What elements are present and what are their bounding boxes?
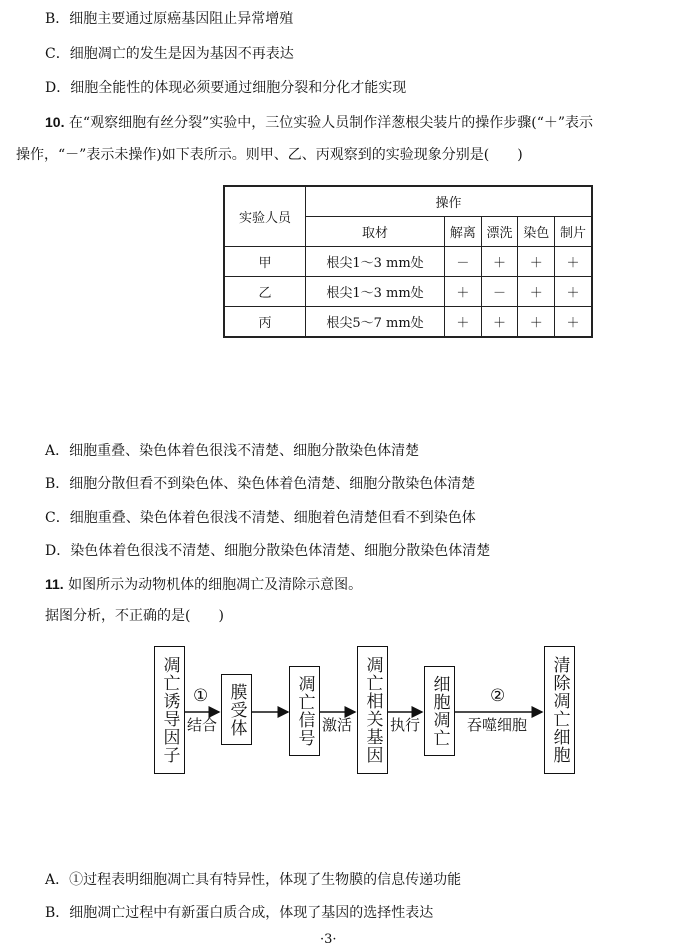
table-cell: ＋ (445, 277, 482, 307)
table-cell: ＋ (481, 247, 518, 277)
label-execute: 执行 (390, 716, 421, 734)
table-cell: ＋ (481, 307, 518, 338)
table-cell: － (445, 247, 482, 277)
table-cell-person: 乙 (224, 277, 306, 307)
q11-option-b: B．细胞凋亡过程中有新蛋白质合成，体现了基因的选择性表达 (45, 905, 434, 921)
label-phagocyte: 吞噬细胞 (467, 716, 528, 734)
option-c-prev: C．细胞凋亡的发生是因为基因不再表达 (45, 46, 294, 62)
table-cell: ＋ (518, 307, 555, 338)
box-apoptosis-genes: 凋亡相关基因 (357, 646, 388, 774)
table-cell: － (481, 277, 518, 307)
table-cell: ＋ (445, 307, 482, 338)
option-d-prev: D．细胞全能性的体现必须要通过细胞分裂和分化才能实现 (45, 80, 407, 96)
q10-stem-text: 在“观察细胞有丝分裂”实验中，三位实验人员制作洋葱根尖装片的操作步骤(“＋”表示 (68, 115, 594, 131)
q11-option-a: A．①过程表明细胞凋亡具有特异性，体现了生物膜的信息传递功能 (45, 872, 462, 888)
table-cell: ＋ (555, 277, 592, 307)
box-cell-apoptosis: 细胞凋亡 (424, 666, 455, 756)
marker-2: ② (490, 686, 506, 706)
table-header-ops: 操作 (306, 186, 593, 217)
box-apoptosis-signal: 凋亡信号 (289, 666, 320, 756)
table-col-header: 取材 (306, 217, 445, 247)
table-cell-person: 甲 (224, 247, 306, 277)
table-col-header: 制片 (555, 217, 592, 247)
table-col-header: 解离 (445, 217, 482, 247)
box-clear-apoptotic-cells: 清除凋亡细胞 (544, 646, 575, 774)
q10-option-b: B．细胞分散但看不到染色体、染色体着色清楚、细胞分散染色体清楚 (45, 476, 476, 492)
table-header-person: 实验人员 (224, 186, 306, 247)
table-cell: 根尖1～3 mm处 (306, 277, 445, 307)
q10-option-d: D．染色体着色很浅不清楚、细胞分散染色体清楚、细胞分散染色体清楚 (45, 543, 491, 559)
q10-number: 10. (45, 114, 65, 130)
label-bind: 结合 (187, 716, 218, 734)
box-membrane-receptor: 膜受体 (221, 674, 252, 745)
table-cell: ＋ (518, 277, 555, 307)
table-cell: 根尖1～3 mm处 (306, 247, 445, 277)
q11-stem-line2: 据图分析，不正确的是( ) (45, 608, 224, 624)
table-cell-person: 丙 (224, 307, 306, 338)
table-col-header: 漂洗 (481, 217, 518, 247)
q11-number: 11. (45, 576, 64, 592)
q10-option-a: A．细胞重叠、染色体着色很浅不清楚、细胞分散染色体清楚 (45, 443, 420, 459)
q11-stem-text: 如图所示为动物机体的细胞凋亡及清除示意图。 (68, 577, 363, 593)
table-cell: 根尖5～7 mm处 (306, 307, 445, 338)
table-cell: ＋ (518, 247, 555, 277)
box-apoptosis-inducer: 凋亡诱导因子 (154, 646, 185, 774)
q10-stem-line2: 操作，“－”表示未操作)如下表所示。则甲、乙、丙观察到的实验现象分别是( ) (16, 147, 523, 163)
table-col-header: 染色 (518, 217, 555, 247)
table-cell: ＋ (555, 307, 592, 338)
label-activate: 激活 (322, 716, 353, 734)
option-b-prev: B．细胞主要通过原癌基因阻止异常增殖 (45, 11, 294, 27)
page-number: ·3· (320, 932, 337, 947)
q10-option-c: C．细胞重叠、染色体着色很浅不清楚、细胞着色清楚但看不到染色体 (45, 510, 476, 526)
marker-1: ① (193, 686, 209, 706)
table-cell: ＋ (555, 247, 592, 277)
